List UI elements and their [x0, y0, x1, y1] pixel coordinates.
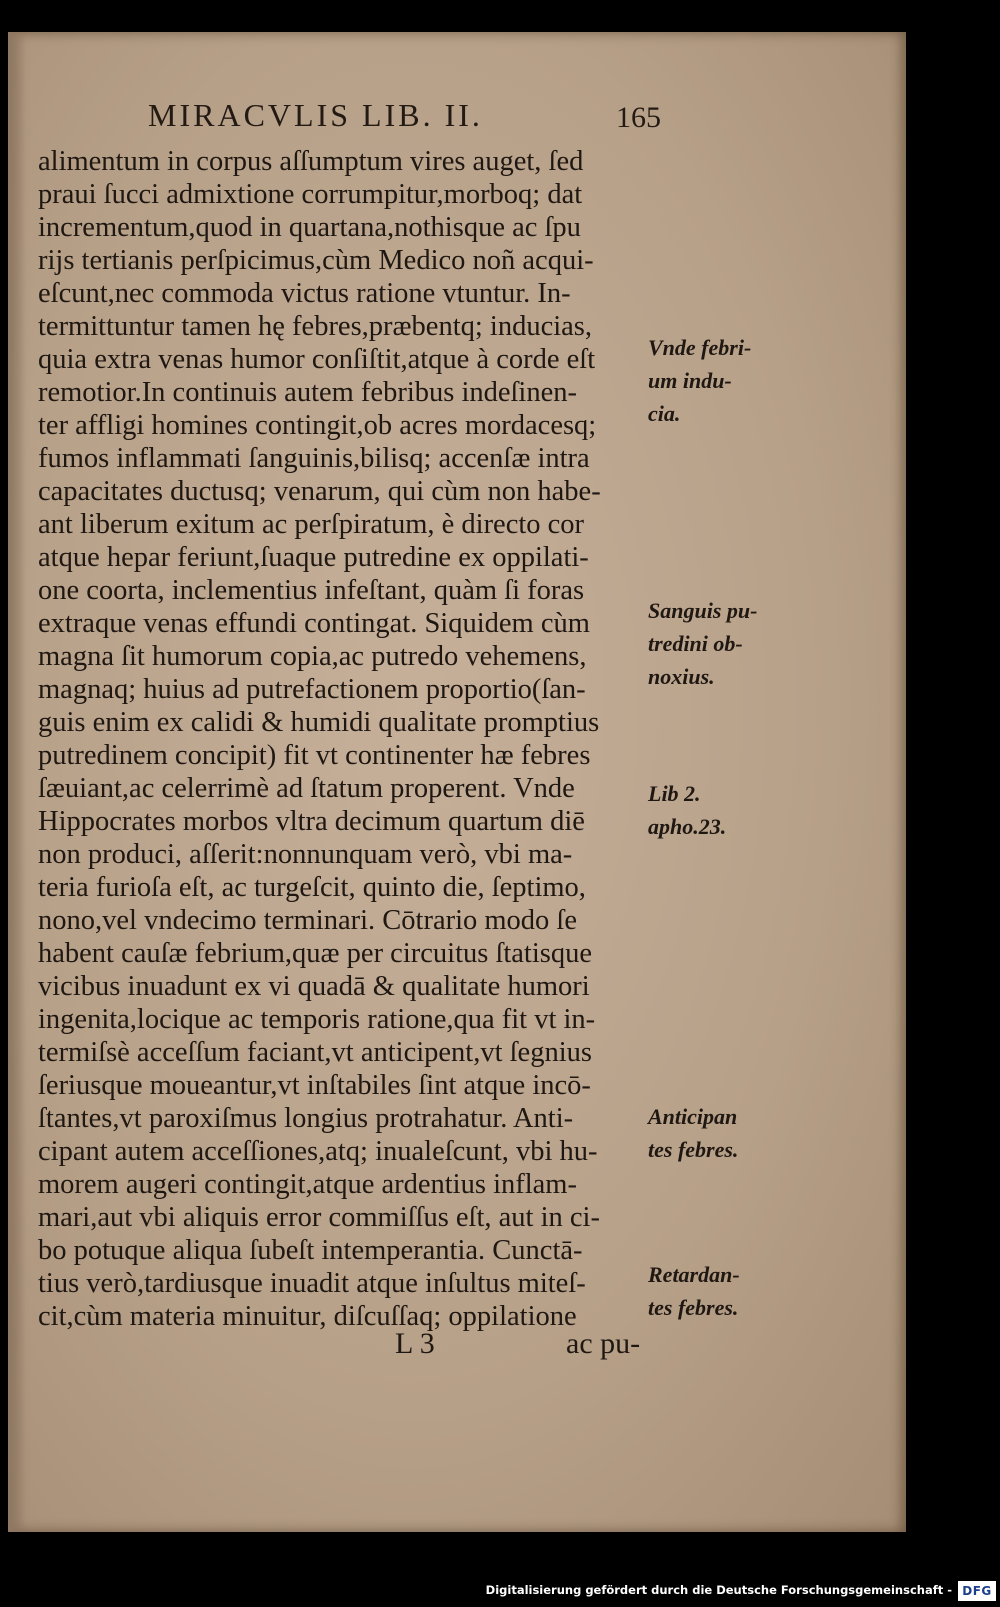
text-line: non produci, aſſerit:nonnunquam verò, vbi ma- — [38, 839, 573, 870]
text-line: ſæuiant,ac celerrimè ad ſtatum properent. Vnde — [38, 773, 575, 804]
body-text — [38, 145, 668, 1333]
text-line: termittuntur tamen hę febres,præbentq; inducias, — [38, 311, 593, 342]
page-number: 165 — [616, 101, 661, 134]
margin-note-line: tes febres. — [648, 1295, 739, 1320]
margin-note — [648, 1258, 808, 1324]
text-line: habent cauſæ febrium,quæ per circuitus ſtatisque — [38, 938, 593, 969]
margin-note — [648, 594, 808, 693]
text-line: guis enim ex calidi & humidi qualitate promptius — [38, 707, 600, 738]
margin-note-line: Retardan- — [648, 1262, 740, 1287]
margin-notes — [648, 0, 808, 1500]
text-line: ſeriusque moueantur,vt inſtabiles ſint atque incō- — [38, 1070, 591, 1101]
text-line: ingenita,locique ac temporis ratione,qua fit vt in- — [38, 1004, 596, 1035]
text-line: teria furioſa eſt, ac turgeſcit, quinto die, ſeptimo, — [38, 872, 586, 903]
text-line: alimentum in corpus aſſumptum vires auget, ſed — [38, 146, 584, 177]
text-line: magnaq; huius ad putrefactionem proportio(ſan- — [38, 674, 586, 705]
margin-note-line: Lib 2. — [648, 781, 701, 806]
text-line: extraque venas effundi contingat. Siquidem cùm — [38, 608, 590, 639]
text-line: one coorta, inclementius infeſtant, quàm ſi foras — [38, 575, 585, 606]
margin-note-line: Vnde febri- — [648, 335, 752, 360]
funding-credit: Digitalisierung gefördert durch die Deutsche Forschungsgemeinschaft - — [485, 1583, 952, 1597]
catchword: ac pu- — [566, 1327, 641, 1360]
margin-note-line: noxius. — [648, 664, 715, 689]
text-line: rijs tertianis perſpicimus,cùm Medico noñ acqui- — [38, 245, 594, 276]
text-line: morem augeri contingit,atque ardentius inflam- — [38, 1169, 577, 1200]
text-line: tius verò,tardiusque inuadit atque inſultus miteſ- — [38, 1268, 586, 1299]
text-line: fumos inflammati ſanguinis,bilisq; accenſæ intra — [38, 443, 590, 474]
dfg-logo-icon[interactable]: DFG — [958, 1581, 996, 1601]
text-line: ter affligi homines contingit,ob acres mordacesq; — [38, 410, 597, 441]
margin-note — [648, 1100, 808, 1166]
text-line: mari,aut vbi aliquis error commiſſus eſt, aut in ci- — [38, 1202, 600, 1233]
text-line: vicibus inuadunt ex vi quadā & qualitate humori — [38, 971, 590, 1002]
margin-note-line: tredini ob- — [648, 631, 743, 656]
margin-note — [648, 331, 808, 430]
text-line: atque hepar feriunt,ſuaque putredine ex oppilati- — [38, 542, 589, 573]
page-footer-line — [38, 1327, 678, 1367]
text-line: bo potuque aliqua ſubeſt intemperantia. Cunctā- — [38, 1235, 583, 1266]
text-line: cipant autem acceſſiones,atq; inualeſcunt, vbi hu- — [38, 1136, 598, 1167]
text-line: cit,cùm materia minuitur, diſcuſſaq; oppilatione — [38, 1301, 577, 1332]
text-line: magna ſit humorum copia,ac putredo vehemens, — [38, 641, 587, 672]
text-line: praui ſucci admixtione corrumpitur,morboq; dat — [38, 179, 583, 210]
text-line: incrementum,quod in quartana,nothisque ac ſpu — [38, 212, 581, 243]
text-line: ant liberum exitum ac perſpiratum, è directo cor — [38, 509, 585, 540]
margin-note-line: um indu- — [648, 368, 732, 393]
page-gutter-shadow — [8, 32, 26, 1532]
margin-note-line: cia. — [648, 401, 681, 426]
margin-note-line: Sanguis pu- — [648, 598, 758, 623]
margin-note-line: Anticipan — [648, 1104, 738, 1129]
text-line: ſtantes,vt paroxiſmus longius protrahatur. Anti- — [38, 1103, 574, 1134]
margin-note — [648, 777, 808, 843]
margin-note-line: apho.23. — [648, 814, 727, 839]
text-line: termiſsè acceſſum faciant,vt anticipent,vt ſegnius — [38, 1037, 592, 1068]
text-line: quia extra venas humor conſiſtit,atque à corde eſt — [38, 344, 596, 375]
signature-mark: L 3 — [395, 1327, 435, 1360]
text-line: eſcunt,nec commoda victus ratione vtuntur. In- — [38, 278, 571, 309]
digitization-credit-bar — [485, 1578, 1000, 1607]
text-line: remotior.In continuis autem febribus indeſinen- — [38, 377, 577, 408]
text-line: Hippocrates morbos vltra decimum quartum diē — [38, 806, 585, 837]
margin-note-line: tes febres. — [648, 1137, 739, 1162]
text-line: putredinem concipit) fit vt continenter hæ febres — [38, 740, 591, 771]
running-head: MIRACVLIS LIB. II. — [148, 97, 483, 133]
text-line: nono,vel vndecimo terminari. Cōtrario modo ſe — [38, 905, 577, 936]
text-line: capacitates ductusq; venarum, qui cùm non habe- — [38, 476, 601, 507]
